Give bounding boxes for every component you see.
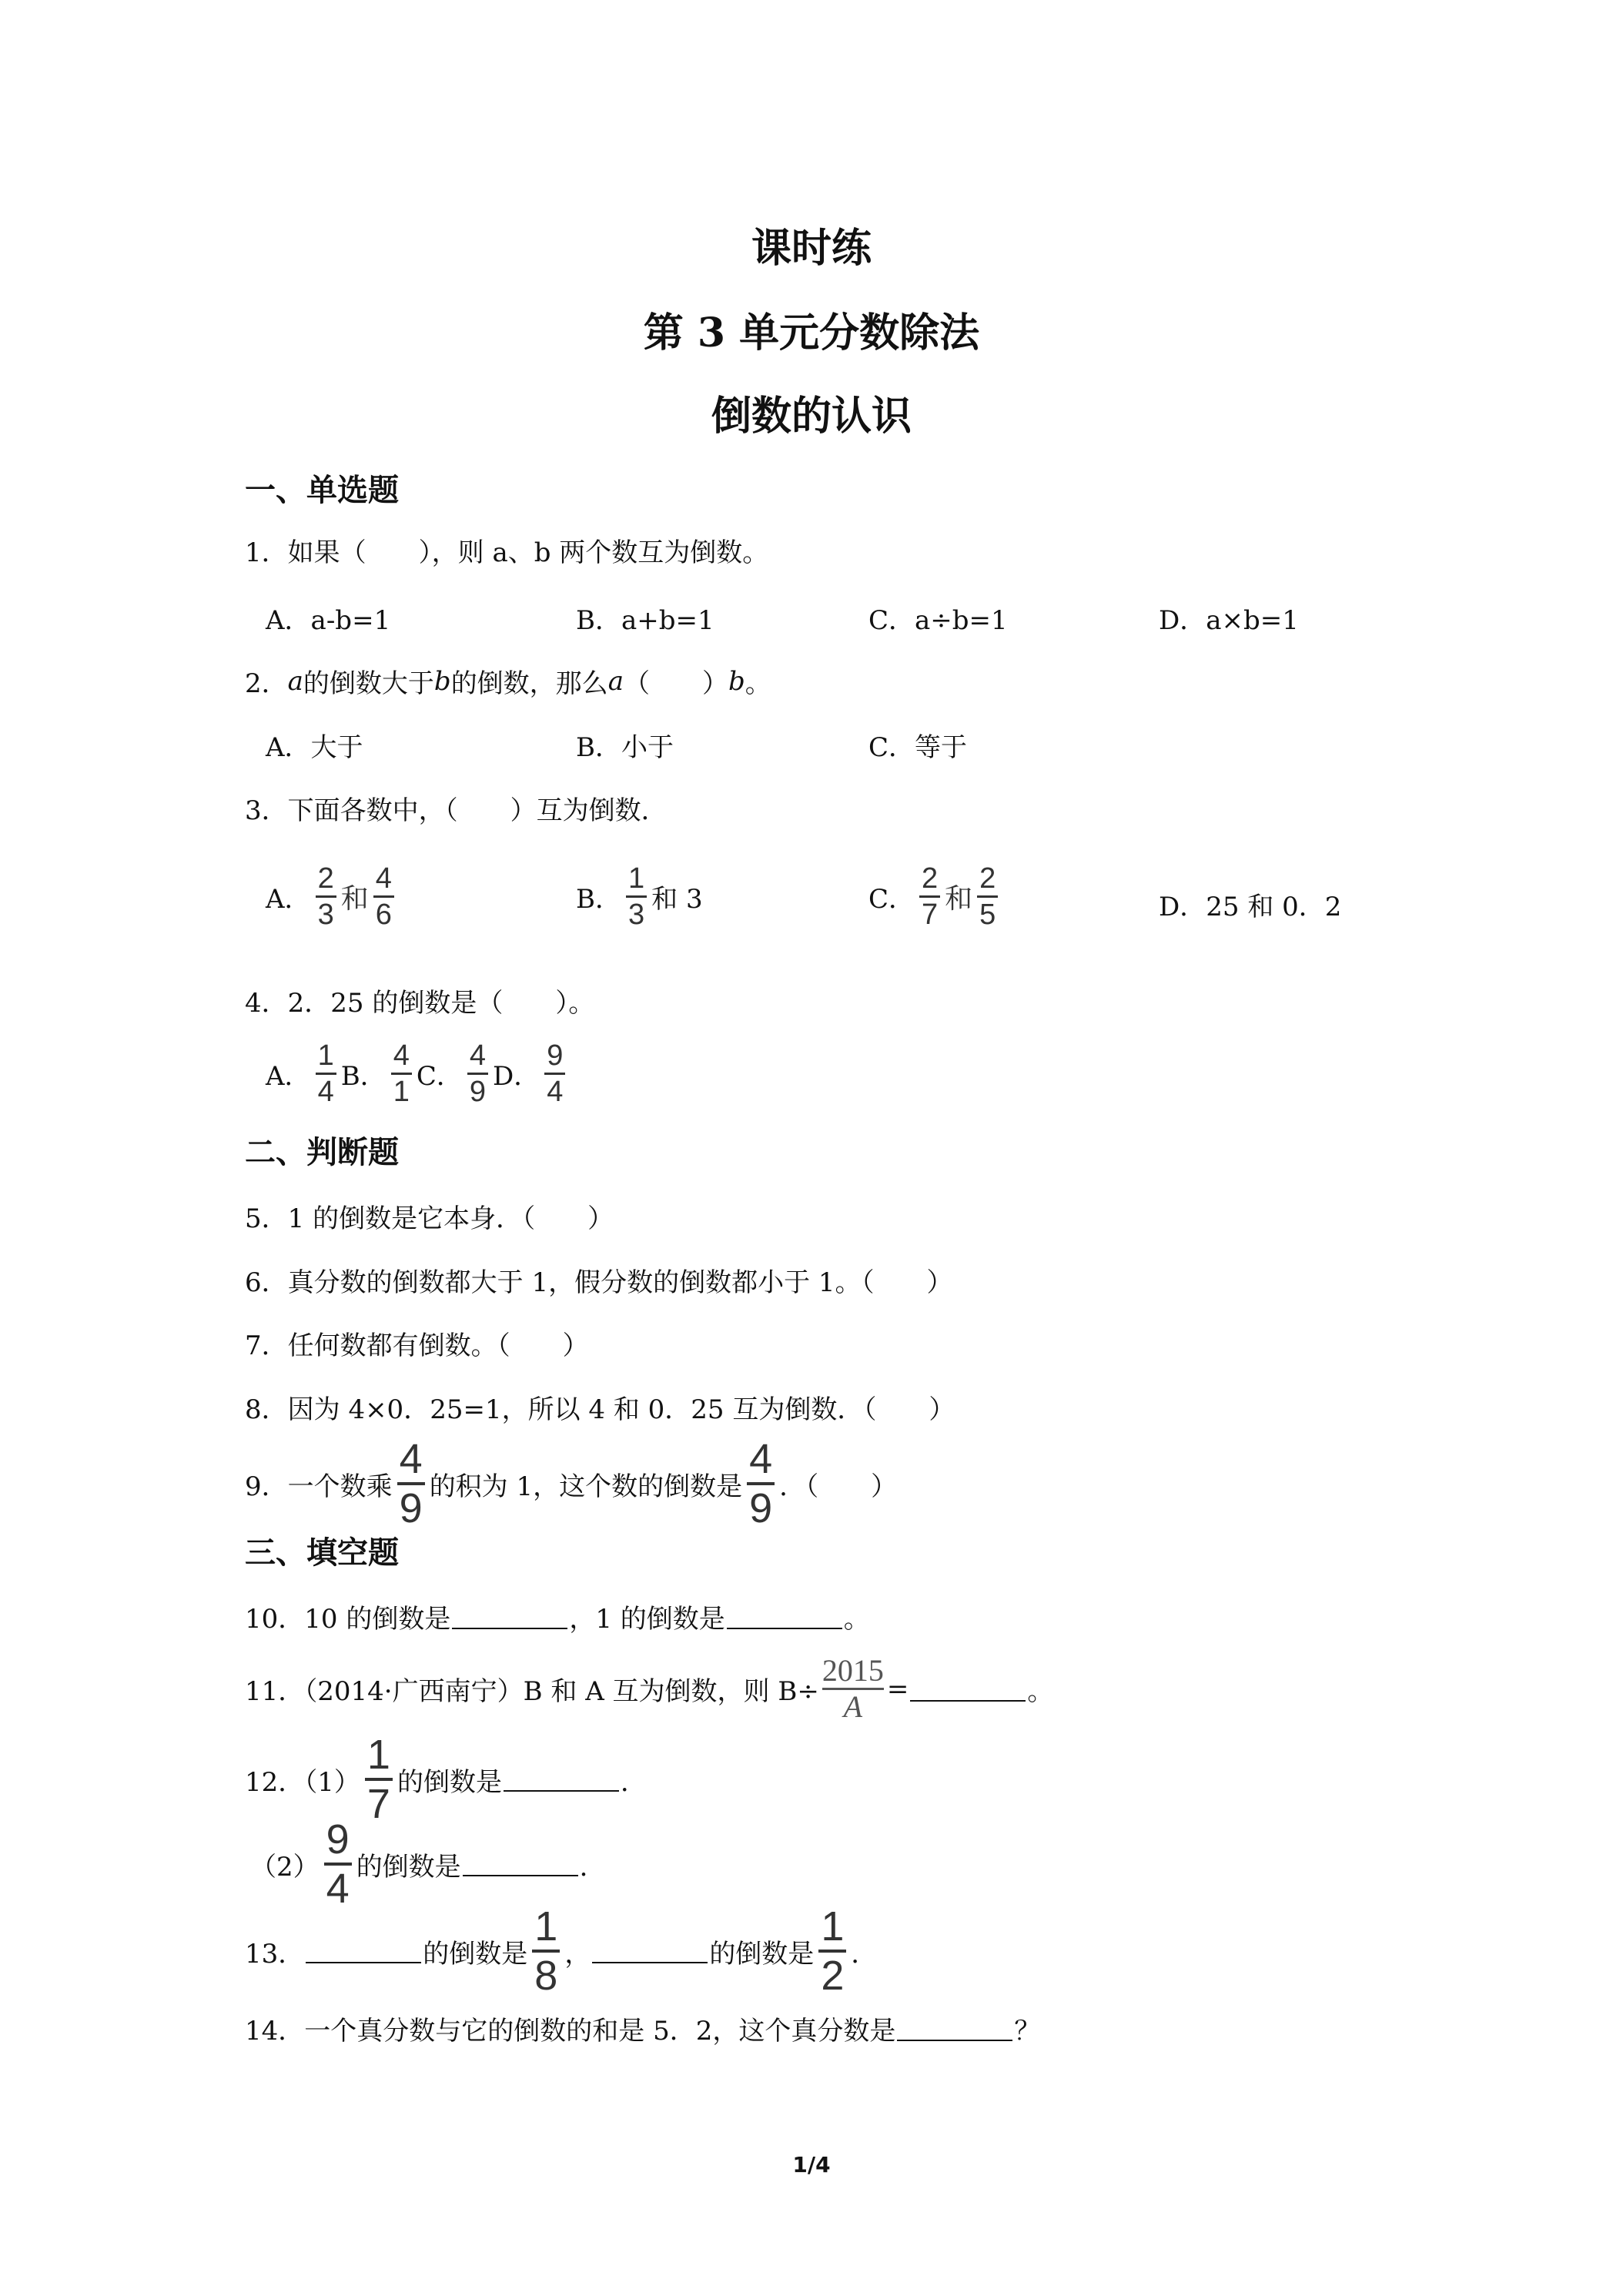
q11-blank[interactable]	[910, 1677, 1026, 1702]
q11-end: 。	[1027, 1676, 1054, 1707]
q3-a-fraction-2	[373, 864, 394, 929]
page-number: 1/4	[792, 2152, 831, 2177]
section-heading-true-false: 二、判断题	[245, 1135, 399, 1170]
q4-d-den: 4	[547, 1076, 564, 1108]
q9-pre: 9．一个数乘	[245, 1471, 393, 1502]
q4-a-den: 4	[317, 1076, 334, 1108]
question-12-part-1	[245, 1734, 647, 1825]
q13-blank-2[interactable]	[592, 1939, 708, 1963]
q9-f2-num: 4	[749, 1436, 773, 1482]
q4-b-label: B．	[340, 1061, 387, 1092]
q12-p1-pre: 12．（1）	[245, 1766, 360, 1798]
q3-b-den: 3	[628, 899, 645, 931]
q13-sep: ，	[564, 1938, 591, 1970]
q10-mid: ，1 的倒数是	[569, 1604, 725, 1635]
q10-pre: 10．10 的倒数是	[245, 1604, 451, 1635]
q3-option-c	[868, 864, 1002, 929]
q1-option-c: C．a÷b=1	[868, 605, 1008, 636]
q4-c-den: 9	[469, 1076, 486, 1108]
q12-p2-blank[interactable]	[463, 1852, 578, 1876]
q3-a-fraction-1	[316, 864, 336, 929]
q1-option-b: B．a+b=1	[576, 605, 714, 636]
q13-mid1: 的倒数是	[423, 1938, 528, 1970]
fraction-bar	[467, 1073, 488, 1075]
section-heading-fill-blank: 三、填空题	[245, 1535, 399, 1571]
q12-p2-mid: 的倒数是	[356, 1851, 461, 1883]
q14-pre: 14．一个真分数与它的倒数的和是 5．2，这个真分数是	[245, 2016, 896, 2047]
q10-end: 。	[843, 1604, 870, 1635]
q12-p1-den: 7	[366, 1781, 390, 1827]
question-9	[245, 1438, 897, 1529]
q1-option-d: D．a×b=1	[1159, 605, 1299, 636]
q9-end: ．（ ）	[779, 1471, 898, 1502]
q3-option-a	[266, 864, 399, 929]
q4-a-fraction	[316, 1041, 336, 1106]
q12-p2-end: ．	[579, 1851, 606, 1883]
q10-blank-2[interactable]	[727, 1605, 842, 1629]
q13-fraction-2	[818, 1903, 846, 1999]
q13-pre: 13．	[245, 1938, 305, 1970]
q9-fraction-1	[397, 1438, 425, 1529]
fraction-bar	[977, 895, 998, 898]
q9-f1-den: 9	[399, 1485, 423, 1531]
q13-f1-num: 1	[534, 1903, 558, 1950]
q4-c-num: 4	[469, 1039, 486, 1072]
question-2	[245, 662, 771, 700]
q3-c-label: C．	[868, 884, 915, 915]
q2-text-2: 的倒数，那么	[450, 668, 608, 699]
q3-a-f1-den: 3	[317, 899, 334, 931]
q3-a-label: A．	[266, 884, 311, 915]
q14-end: ？	[1014, 2016, 1041, 2047]
question-8: 8．因为 4×0．25=1，所以 4 和 0．25 互为倒数．（ ）	[245, 1394, 955, 1425]
q11-den: A	[843, 1689, 863, 1724]
q3-c-f1-den: 7	[922, 899, 939, 931]
q9-f2-den: 9	[749, 1485, 773, 1531]
q4-c-fraction	[467, 1041, 488, 1106]
q2-option-a: A．大于	[266, 732, 363, 763]
q12-p1-blank[interactable]	[504, 1767, 619, 1792]
q2-num: 2．	[245, 668, 288, 699]
q11-pre: 11．（2014·广西南宁）B 和 A 互为倒数，则 B÷	[245, 1676, 819, 1707]
fraction-bar	[316, 895, 336, 898]
q3-b-fraction	[626, 864, 647, 929]
lesson-title: 倒数的认识	[711, 393, 912, 440]
question-7: 7．任何数都有倒数。（ ）	[245, 1330, 589, 1361]
q2-text-1: 的倒数大于	[303, 668, 434, 699]
q12-p2-fraction	[324, 1816, 352, 1912]
q13-f2-den: 2	[821, 1953, 845, 1999]
q10-blank-1[interactable]	[452, 1605, 567, 1629]
q11-eq: =	[886, 1673, 909, 1705]
q4-b-den: 1	[393, 1076, 410, 1108]
question-3: 3．下面各数中，（ ）互为倒数．	[245, 795, 668, 826]
q4-d-label: D．	[493, 1061, 540, 1092]
q13-mid2: 的倒数是	[709, 1938, 815, 1970]
question-11	[245, 1655, 1053, 1722]
section-heading-single-choice: 一、单选题	[245, 473, 399, 508]
q11-fraction	[822, 1655, 884, 1722]
question-12-part-2	[250, 1816, 606, 1912]
q3-b-num: 1	[628, 862, 645, 895]
q4-c-label: C．	[416, 1061, 463, 1092]
q3-b-label: B．	[576, 884, 621, 915]
q2-var-b-2: b	[728, 665, 745, 697]
q4-a-label: A．	[266, 1061, 311, 1092]
question-14	[245, 2010, 1040, 2047]
q3-a-f2-den: 6	[375, 899, 392, 931]
question-1: 1．如果（ ），则 a、b 两个数互为倒数。	[245, 537, 769, 568]
q4-b-num: 4	[393, 1039, 410, 1072]
question-6: 6．真分数的倒数都大于 1，假分数的倒数都小于 1。（ ）	[245, 1267, 953, 1298]
q2-var-a: a	[287, 665, 303, 697]
q4-options	[266, 1041, 570, 1106]
q12-p1-mid: 的倒数是	[397, 1766, 502, 1798]
q9-mid: 的积为 1，这个数的倒数是	[429, 1471, 743, 1502]
question-5: 5．1 的倒数是它本身．（ ）	[245, 1203, 614, 1234]
unit-title: 第 3 单元分数除法	[643, 310, 980, 356]
worksheet-title: 课时练	[751, 225, 872, 272]
q1-option-a: A．a-b=1	[266, 605, 391, 636]
q2-option-b: B．小于	[576, 732, 674, 763]
question-13	[245, 1903, 878, 1999]
q13-blank-1[interactable]	[306, 1939, 421, 1963]
q2-var-a-2: a	[607, 665, 624, 697]
q4-b-fraction	[391, 1041, 412, 1106]
q13-fraction-1	[532, 1903, 560, 1999]
question-10	[245, 1598, 870, 1635]
q4-a-num: 1	[317, 1039, 334, 1072]
q3-c-f2-den: 5	[979, 899, 996, 931]
q11-num: 2015	[822, 1653, 884, 1688]
q12-p1-fraction	[365, 1734, 393, 1825]
q12-p2-num: 9	[326, 1816, 350, 1863]
q2-text-end: 。	[745, 668, 771, 699]
fraction-bar	[626, 895, 647, 898]
q3-c-f2-num: 2	[979, 862, 996, 895]
q3-c-f1-num: 2	[922, 862, 939, 895]
q3-b-rest: 和 3	[651, 884, 703, 915]
q3-c-fraction-2	[977, 864, 998, 929]
fraction-bar	[544, 1073, 565, 1075]
q4-d-fraction	[544, 1041, 565, 1106]
q3-option-b	[576, 864, 703, 929]
q2-option-c: C．等于	[868, 732, 968, 763]
q3-a-f2-num: 4	[375, 862, 392, 895]
fraction-bar	[919, 895, 940, 898]
q12-p2-pre: （2）	[250, 1851, 320, 1883]
q9-f1-num: 4	[399, 1436, 423, 1482]
q12-p2-den: 4	[326, 1866, 350, 1912]
q3-option-d: D．25 和 0．2	[1159, 892, 1342, 922]
q13-f1-den: 8	[534, 1953, 558, 1999]
q3-a-and: 和	[340, 883, 369, 915]
fraction-bar	[316, 1073, 336, 1075]
q3-a-f1-num: 2	[317, 862, 334, 895]
q3-c-and: 和	[945, 883, 973, 915]
q13-f2-num: 1	[821, 1903, 845, 1950]
q2-text-3: （ ）	[623, 668, 728, 699]
q12-p1-end: ．	[620, 1766, 647, 1798]
q4-d-num: 9	[547, 1039, 564, 1072]
q12-p1-num: 1	[366, 1732, 390, 1778]
q13-end: ．	[851, 1938, 878, 1970]
q2-var-b: b	[433, 665, 451, 697]
q9-fraction-2	[747, 1438, 775, 1529]
q14-blank[interactable]	[897, 2017, 1012, 2041]
fraction-bar	[391, 1073, 412, 1075]
fraction-bar	[373, 895, 394, 898]
question-4: 4．2．25 的倒数是（ ）。	[245, 988, 595, 1019]
q3-c-fraction-1	[919, 864, 940, 929]
